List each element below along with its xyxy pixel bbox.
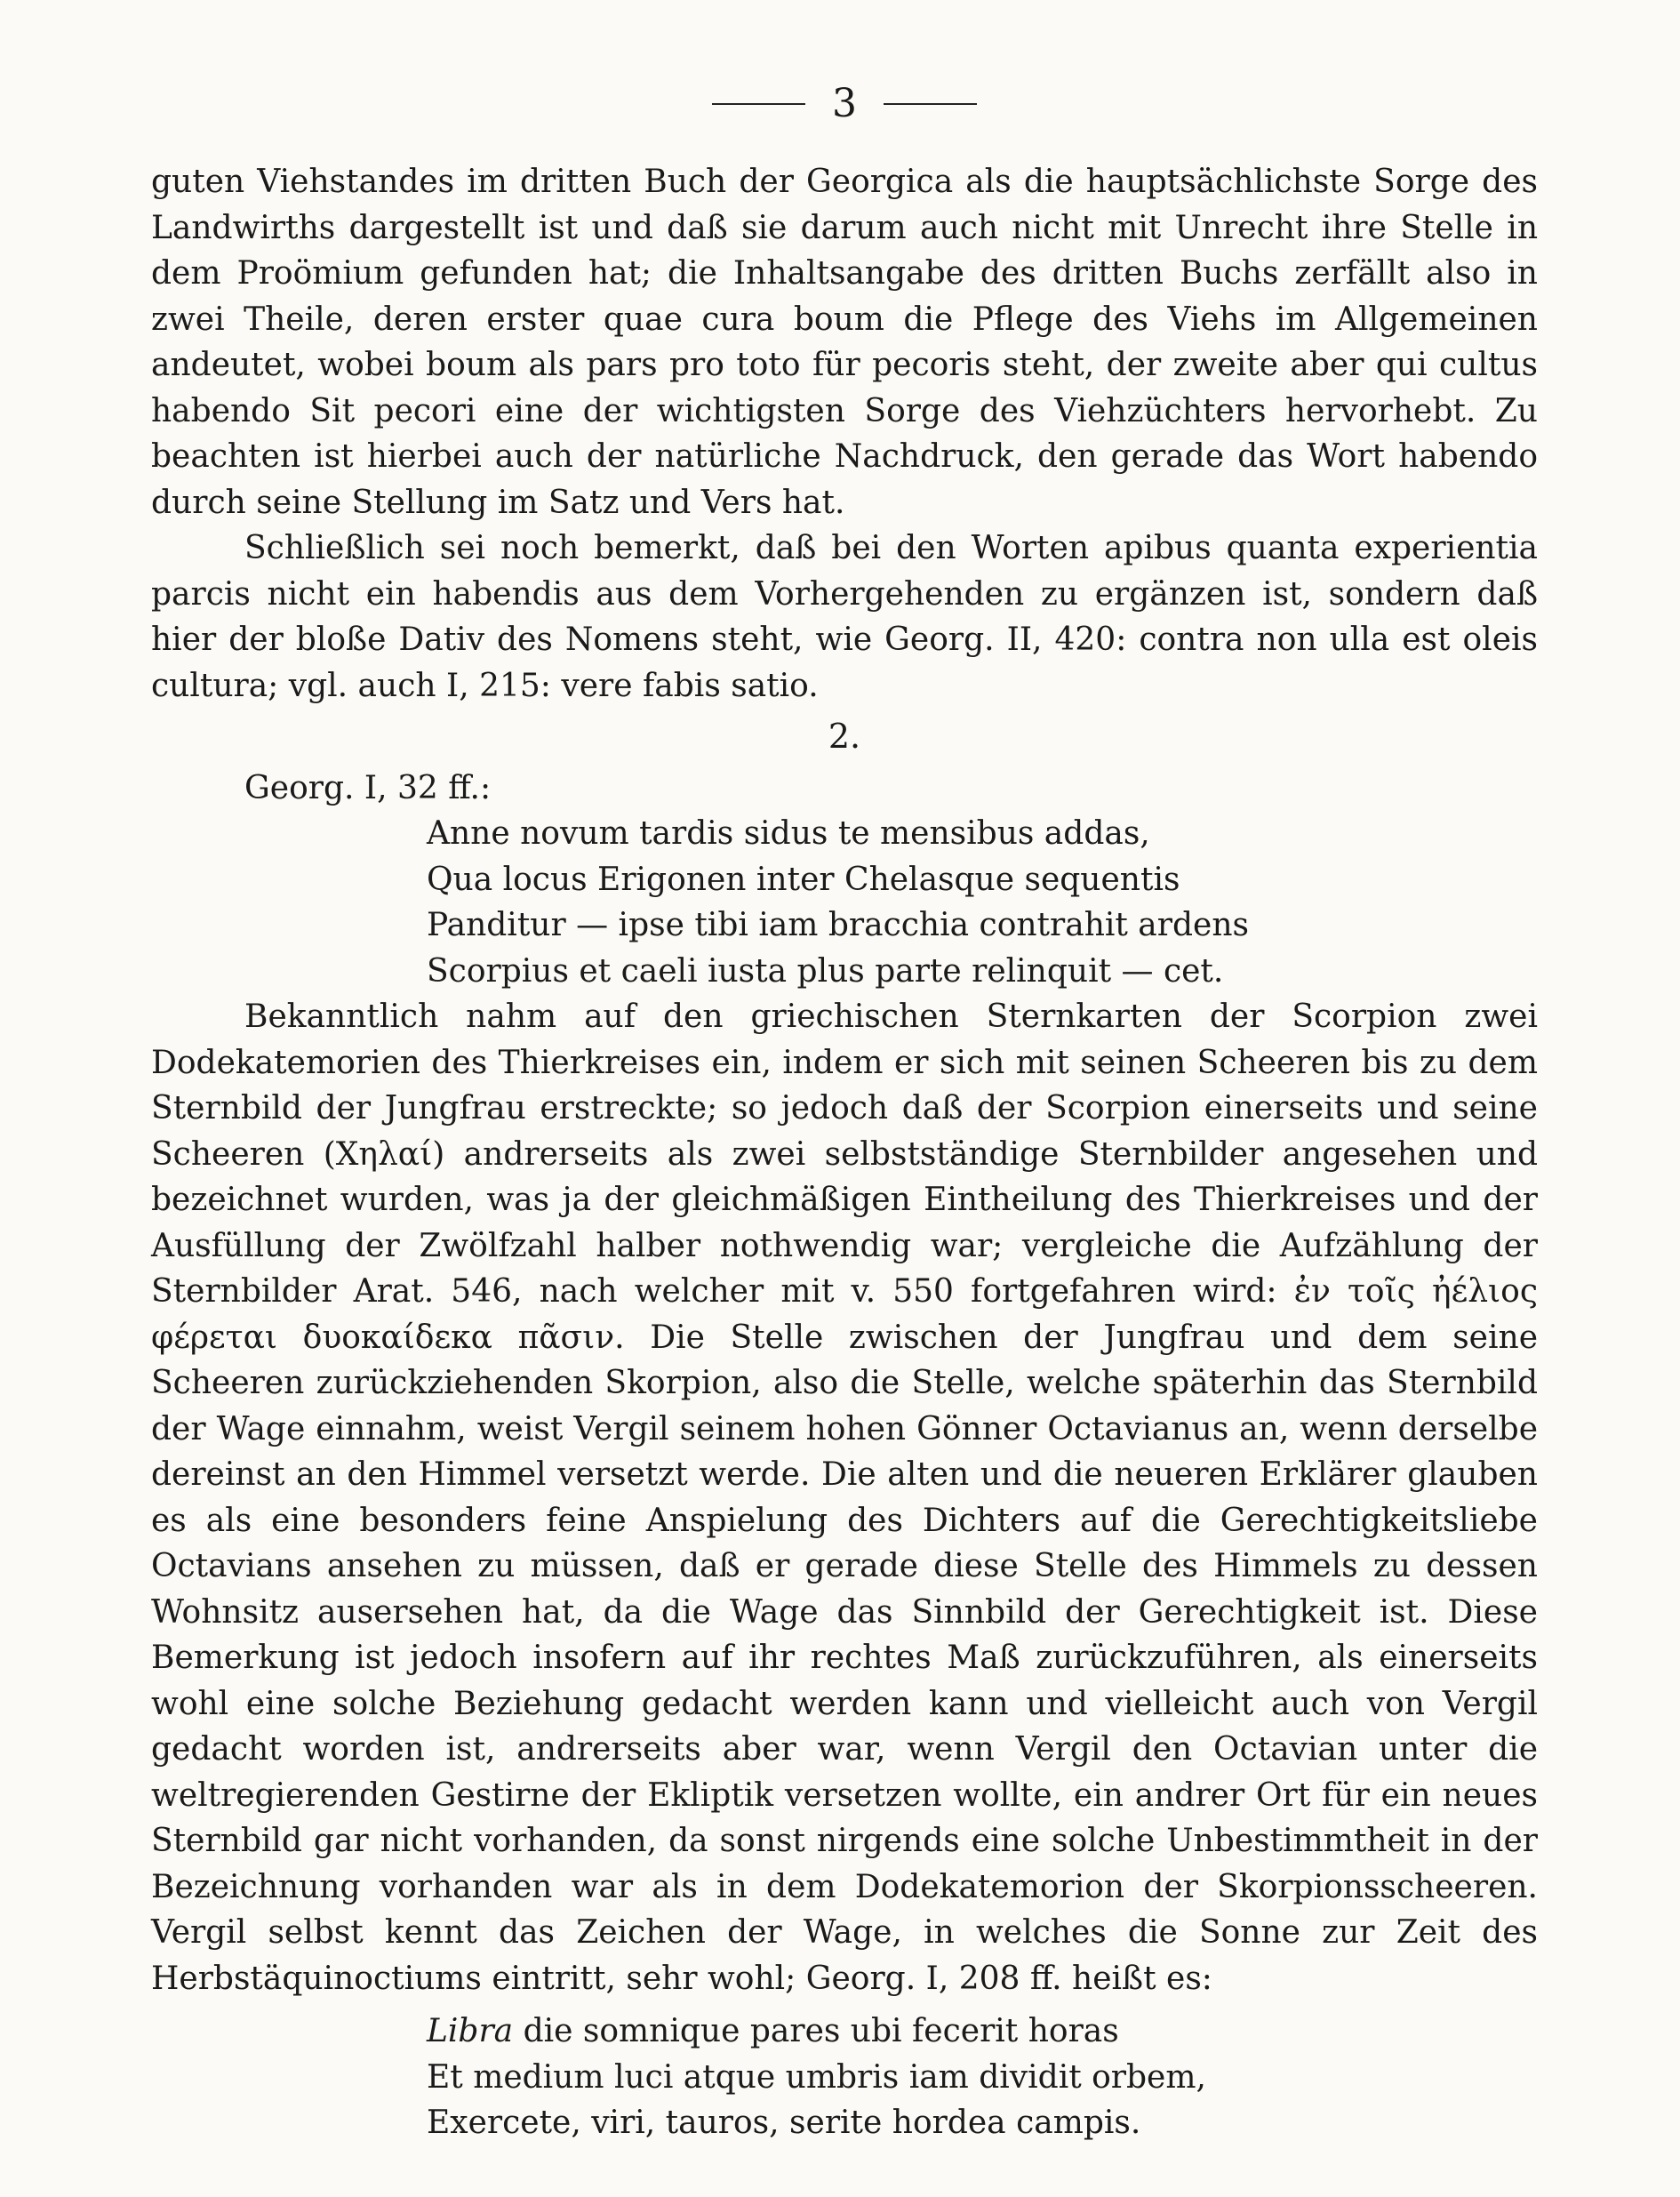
verse-line-rest: die somnique pares ubi fecerit horas	[513, 2013, 1119, 2049]
verse-line: Anne novum tardis sidus te mensibus addas,	[427, 815, 1150, 852]
paragraph-3: Bekanntlich nahm auf den griechischen Sternkarten der Scorpion zwei Dodekatemorien des Thierkreises ein, indem er sich mit seinen Scheeren bis zu dem Sternbild der Jungfrau erstreckte; so jedoch daß der Scorpion einerseits und seine Scheeren (Χηλαί) andrerseits als zwei selbstständige Sternbilder angesehen und bezeichnet wurden, was ja der gleichmäßigen Eintheilung des Thierkreises und der Ausfüllung der Zwölfzahl halber nothwendig war; vergleiche die Aufzählung der Sternbilder Arat. 546, nach welcher mit v. 550 fortgefahren wird: ἐν τοῖς ἠέλιος φέρεται δυοκαίδεκα πᾶσιν. Die Stelle zwischen der Jungfrau und dem seine Scheeren zurückziehenden Skorpion, also die Stelle, welche späterhin das Sternbild der Wage einnahm, weist Vergil seinem hohen Gönner Octavianus an, wenn derselbe dereinst an den Himmel versetzt werde. Die alten und die neueren Erklärer glauben es als eine besonders feine Anspielung des Dichters auf die Gerechtigkeitsliebe Octavians ansehen zu müssen, daß er gerade diese Stelle des Himmels zu dessen Wohnsitz ausersehen hat, da die Wage das Sinnbild der Gerechtigkeit ist. Diese Bemerkung ist jedoch insofern auf ihr rechtes Maß zurückzuführen, als einerseits wohl eine solche Beziehung gedacht werden kann und vielleicht auch von Vergil gedacht worden ist, andrerseits aber war, wenn Vergil den Octavian unter die weltregierenden Gestirne der Ekliptik versetzen wollte, ein andrer Ort für ein neues Sternbild gar nicht vorhanden, da sonst nirgends eine solche Unbestimmtheit in der Bezeichnung vorhanden war als in dem Dodekatemorion der Skorpionsscheeren. Vergil selbst kennt das Zeichen der Wage, in welches die Sonne zur Zeit des Herbstäquinoctiums eintritt, sehr wohl; Georg. I, 208 ff. heißt es:	[151, 998, 1538, 1997]
verse-italic-word: Libra	[427, 2013, 514, 2049]
verse-block-2	[151, 2009, 1538, 2146]
page-header	[151, 81, 1538, 126]
document-page	[151, 81, 1538, 2146]
page-number: 3	[832, 81, 857, 126]
header-rule-right	[884, 103, 977, 105]
verse-line: Scorpius et caeli iusta plus parte relinquit — cet.	[427, 952, 1224, 990]
paragraph-2: Schließlich sei noch bemerkt, daß bei den Worten apibus quanta experientia parcis nicht ein habendis aus dem Vorhergehenden zu ergänzen ist, sondern daß hier der bloße Dativ des Nomens steht, wie Georg. II, 420: contra non ulla est oleis cultura; vgl. auch I, 215: vere fabis satio.	[151, 530, 1538, 704]
verse-line: Et medium luci atque umbris iam dividit orbem,	[427, 2058, 1206, 2096]
verse-block-1	[151, 811, 1538, 994]
header-rule-left	[712, 103, 805, 105]
citation: Georg. I, 32 ff.:	[244, 769, 492, 806]
verse-line: Panditur — ipse tibi iam bracchia contrahit ardens	[427, 907, 1249, 943]
section-number: 2.	[828, 717, 861, 756]
verse-line: Qua locus Erigonen inter Chelasque sequentis	[427, 861, 1180, 898]
verse-line: Exercete, viri, tauros, serite hordea campis.	[427, 2105, 1141, 2141]
verse-line	[427, 2009, 1538, 2055]
paragraph-1: guten Viehstandes im dritten Buch der Georgica als die hauptsächlichste Sorge des Landwirths dargestellt ist und daß sie darum auch nicht mit Unrecht ihre Stelle in dem Proömium gefunden hat; die Inhaltsangabe des dritten Buchs zerfällt also in zwei Theile, deren erster quae cura boum die Pflege des Viehs im Allgemeinen andeutet, wobei boum als pars pro toto für pecoris steht, der zweite aber qui cultus habendo Sit pecori eine der wichtigsten Sorge des Viehzüchters hervorhebt. Zu beachten ist hierbei auch der natürliche Nachdruck, den gerade das Wort habendo durch seine Stellung im Satz und Vers hat.	[151, 164, 1538, 521]
